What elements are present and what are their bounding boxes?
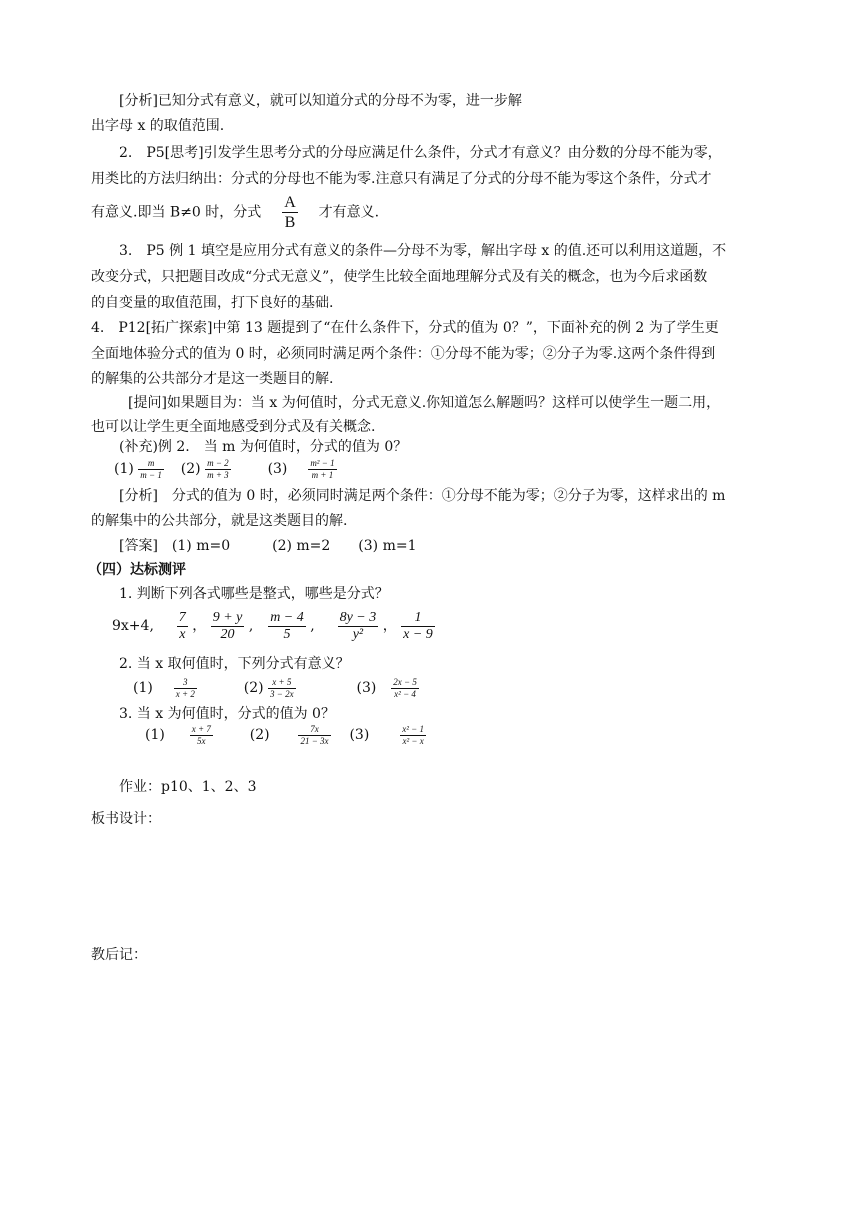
example-analysis-line-1: [分析] 分式的值为 0 时，必须同时满足两个条件：①分母不能为零；②分子为零，这样求出的 m bbox=[119, 488, 726, 504]
q1-expr-1: 9x+4, bbox=[112, 618, 154, 634]
q1-fraction-4: $\frac{8y - 3}{\text{y²}}$ bbox=[339, 609, 377, 642]
homework-line: 作业：p10、1、2、3 bbox=[119, 779, 257, 795]
analysis-line-2: 出字母 x 的取值范围. bbox=[91, 118, 225, 134]
section-heading: （四）达标测评 bbox=[88, 562, 186, 578]
q2-fraction-2: $\frac{x + 5}{3 - 2x}$ bbox=[270, 676, 294, 699]
q2-title: 2. 当 x 取何值时，下列分式有意义？ bbox=[119, 656, 350, 672]
q1-fraction-5: $\frac{1}{x - 9}$ bbox=[403, 609, 433, 642]
fraction-a-over-b: $\frac{A}{B}$ bbox=[284, 194, 296, 231]
label-3: (3) bbox=[267, 461, 288, 477]
q2-fraction-1: $\frac{3}{x + 2}$ bbox=[175, 676, 195, 699]
example-2-fractions bbox=[114, 455, 337, 483]
fraction-ex2-1: $\frac{m}{m - 1}$ bbox=[140, 457, 162, 480]
q3-fraction-3: $\frac{\text{x² − 1}}{\text{x² − x}}$ bbox=[402, 723, 424, 746]
q3-fraction-2: $\frac{7x}{21 - 3x}$ bbox=[300, 723, 329, 746]
q1-fraction-1: $\frac{7}{x}$ bbox=[178, 609, 186, 642]
post-lesson-notes-label: 教后记： bbox=[91, 947, 147, 963]
q1-title: 1. 判断下列各式哪些是整式，哪些是分式？ bbox=[119, 586, 389, 602]
analysis-line-1: [分析]已知分式有意义，就可以知道分式的分母不为零，进一步解 bbox=[119, 93, 522, 109]
label-2: (2) bbox=[180, 461, 201, 477]
point-4-line-2: 全面地体验分式的值为 0 时，必须同时满足两个条件：①分母不能为零；②分子为零.这两个条件得到 bbox=[91, 346, 716, 362]
q1-expressions: 9x+4, $\frac{7}{x}$ ， $\frac{9 + y}{20}$ , $\frac{m - 4}{5}$ , $\frac{8y - 3}{\text{y²}}$ ， $\frac{1}{x - 9}$ bbox=[112, 609, 433, 642]
point-2-line-2: 用类比的方法归纳出：分式的分母也不能为零.注意只有满足了分式的分母不能为零这个条件，分式才 bbox=[91, 171, 712, 187]
label-1: (1) bbox=[114, 461, 134, 477]
example-analysis-line-2: 的解集中的公共部分，就是这类题目的解. bbox=[91, 513, 348, 529]
point-2-line-3-pre: 有意义.即当 B≠0 时，分式 bbox=[91, 204, 262, 221]
question-line-1: [提问]如果题目为：当 x 为何值时，分式无意义.你知道怎么解题吗？这样可以使学生一题二用， bbox=[128, 395, 721, 411]
q1-fraction-2: $\frac{9 + y}{20}$ bbox=[212, 609, 243, 642]
question-line-2: 也可以让学生更全面地感受到分式及有关概念. bbox=[91, 419, 376, 435]
fraction-ex2-3: $\frac{\text{m² − 1}}{m + 1}$ bbox=[310, 457, 335, 480]
example-2-title: (补充)例 2. 当 m 为何值时，分式的值为 0？ bbox=[119, 439, 408, 455]
board-design-label: 板书设计： bbox=[91, 811, 161, 827]
point-2-line-1: 2. P5[思考]引发学生思考分式的分母应满足什么条件，分式才有意义？由分数的分母不能为零， bbox=[119, 145, 722, 161]
point-2-line-3 bbox=[91, 193, 379, 229]
q3-expressions: (1) $\frac{x + 7}{5x}$ (2) $\frac{7x}{21 - 3x}$ (3) $\frac{\text{x² − 1}}{\text{x² − x}}$ bbox=[145, 723, 424, 746]
point-3-line-1: 3. P5 例 1 填空是应用分式有意义的条件—分母不为零，解出字母 x 的值.还可以利用这道题，不 bbox=[119, 243, 727, 259]
q3-title: 3. 当 x 为何值时，分式的值为 0？ bbox=[119, 706, 335, 722]
fraction-ex2-2: $\frac{m - 2}{m + 3}$ bbox=[207, 457, 229, 480]
point-4-line-1: 4. P12[拓广探索]中第 13 题提到了“在什么条件下，分式的值为 0？”，下面补充的例 2 为了学生更 bbox=[91, 320, 719, 336]
q2-fraction-3: $\frac{2x - 5}{\text{x² − 4}}$ bbox=[393, 676, 417, 699]
point-3-line-2: 改变分式，只把题目改成“分式无意义”，使学生比较全面地理解分式及有关的概念，也为今后求函数 bbox=[91, 269, 708, 285]
q3-fraction-1: $\frac{x + 7}{5x}$ bbox=[191, 723, 211, 746]
answer-line: [答案] (1) m=0 (2) m=2 (3) m=1 bbox=[119, 538, 417, 554]
q2-expressions: (1) $\frac{3}{x + 2}$ (2) $\frac{x + 5}{3 - 2x}$ (3) $\frac{2x - 5}{\text{x² − 4}}$ bbox=[133, 676, 417, 699]
point-4-line-3: 的解集的公共部分才是这一类题目的解. bbox=[91, 371, 334, 387]
point-2-line-3-post: 才有意义. bbox=[318, 204, 380, 221]
q1-fraction-3: $\frac{m - 4}{5}$ bbox=[270, 609, 304, 642]
point-3-line-3: 的自变量的取值范围，打下良好的基础. bbox=[91, 295, 334, 311]
